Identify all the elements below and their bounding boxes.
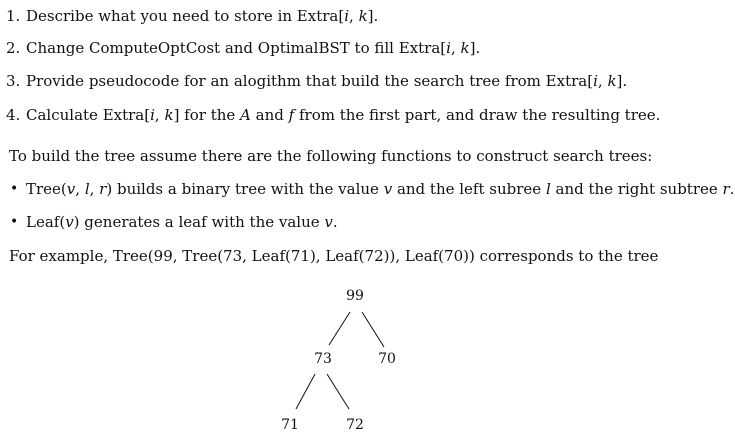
task-text-mid: and xyxy=(250,106,289,124)
bullet-marker: • xyxy=(10,214,19,230)
tree-node-left: 73 xyxy=(314,351,332,367)
var-r: r xyxy=(722,180,730,198)
tree-node-right: 70 xyxy=(378,351,396,367)
task-number: 2. xyxy=(6,39,21,57)
var-v: v xyxy=(383,180,393,198)
example-text: For example, Tree(99, Tree(73, Leaf(71), Leaf(72)), Leaf(70)) corresponds to the tree xyxy=(9,247,659,265)
task-text-mid: ] for the xyxy=(173,106,241,124)
var-k: k xyxy=(358,7,368,25)
task-number: 1. xyxy=(6,7,21,25)
tree-node-left-left: 71 xyxy=(281,417,299,433)
edge-73-71 xyxy=(296,374,315,409)
comma: , xyxy=(450,39,461,57)
task-text-end: ]. xyxy=(367,7,379,25)
bullet-marker: • xyxy=(10,181,19,197)
bullet-text: builds a binary tree with the value xyxy=(112,180,384,198)
tree-node-root: 99 xyxy=(346,288,364,304)
task-text: Describe what you need to store in Extra[ xyxy=(26,7,345,25)
var-v: v xyxy=(324,213,333,231)
comma: , xyxy=(154,106,165,124)
task-number: 4. xyxy=(6,106,21,124)
var-f: f xyxy=(288,106,295,124)
var-k: k xyxy=(164,106,174,124)
paren-close: ) xyxy=(106,180,113,198)
var-k: k xyxy=(460,39,470,57)
comma: , xyxy=(349,7,359,25)
task-text-end: from the first part, and draw the resulting tree. xyxy=(294,106,661,124)
task-number: 3. xyxy=(6,72,21,90)
period: . xyxy=(332,213,338,231)
comma: , xyxy=(597,72,608,90)
edge-99-73 xyxy=(329,312,350,345)
function-name: Leaf( xyxy=(26,213,66,231)
task-text-end: ]. xyxy=(616,72,628,90)
edge-99-70 xyxy=(362,312,384,347)
comma: , xyxy=(89,180,100,198)
bullet-text: generates a leaf with the value xyxy=(79,213,325,231)
edge-73-72 xyxy=(327,374,349,409)
var-l: l xyxy=(545,180,551,198)
comma: , xyxy=(75,180,85,198)
var-r: r xyxy=(99,180,107,198)
task-text-end: ]. xyxy=(469,39,481,57)
period: . xyxy=(729,180,735,198)
task-text: Provide pseudocode for an alogithm that build the search tree from Extra[ xyxy=(26,72,594,90)
intro-text: To build the tree assume there are the following functions to construct search trees: xyxy=(9,147,653,165)
var-A: A xyxy=(240,106,251,124)
function-name: Tree( xyxy=(26,180,67,198)
var-i: i xyxy=(344,7,350,25)
bullet-text: and the left subree xyxy=(392,180,546,198)
bullet-text: and the right subtree xyxy=(550,180,723,198)
var-i: i xyxy=(150,106,155,124)
tree-node-left-right: 72 xyxy=(346,417,364,433)
var-i: i xyxy=(446,39,451,57)
var-i: i xyxy=(593,72,598,90)
paren-close: ) xyxy=(73,213,80,231)
var-k: k xyxy=(607,72,617,90)
var-l: l xyxy=(84,180,90,198)
task-text: Change ComputeOptCost and OptimalBST to fill Extra[ xyxy=(26,39,447,57)
var-v: v xyxy=(66,180,76,198)
var-v: v xyxy=(65,213,74,231)
task-text: Calculate Extra[ xyxy=(26,106,151,124)
